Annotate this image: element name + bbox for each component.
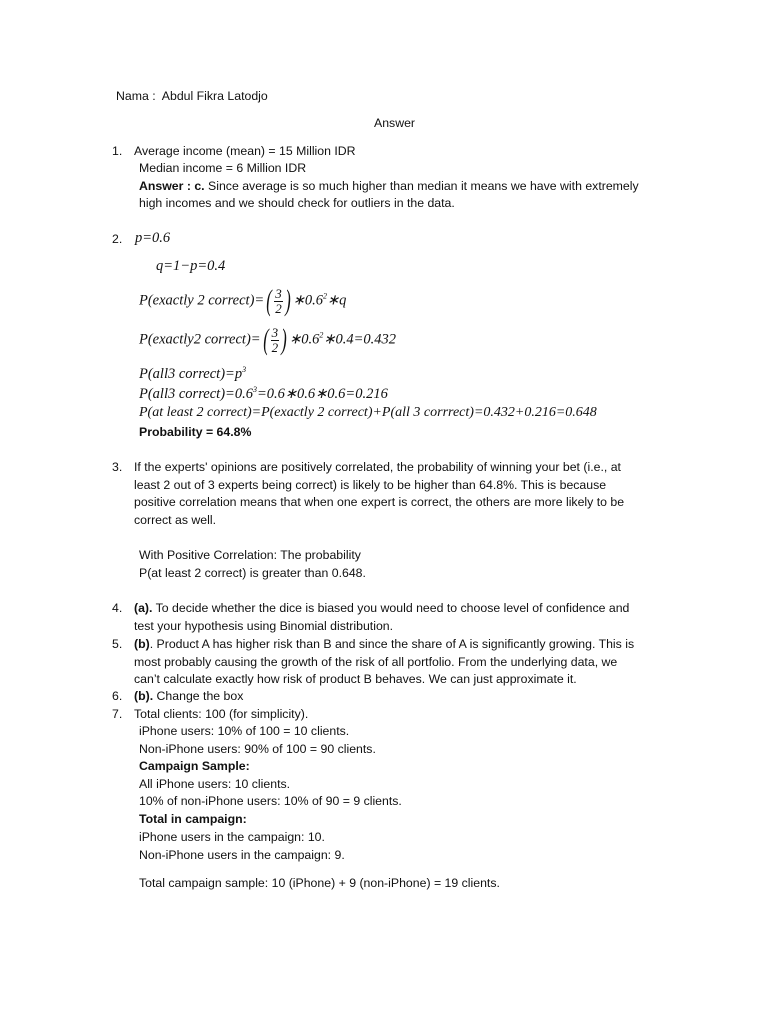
q2-exact-rhs-b: ∗q [326,292,347,309]
q5-line3: can’t calculate exactly how risk of product B behaves. We can just approximate it. [134,672,577,686]
q2-all3-lhs: P(all3 correct)=p [139,366,243,382]
q6-text: Change the box [153,689,244,703]
q5-label: (b) [134,637,150,651]
q3-line5: With Positive Correlation: The probability [139,548,361,562]
page-title: Answer [374,116,416,130]
q2-all3-formula [139,365,246,383]
q5-text: . Product A has higher risk than B and since the share of A is significantly growing. This is [149,637,635,651]
q6-line [134,688,243,704]
q2-all3-result [139,385,388,403]
q2-exact2-rhs-a: ∗0.6 [289,331,320,348]
binomial-coefficient: ( 3 2 ) [266,284,291,317]
binom2-top: 3 [271,324,279,340]
q7-line8: Total campaign sample: 10 (iPhone) + 9 (non-iPhone) = 19 clients. [139,876,500,890]
q4-line2: test your hypothesis using Binomial distribution. [134,619,394,633]
q1-answer-text: Since average is so much higher than median it means we have with extremely [204,179,639,193]
q4-line1 [134,600,629,616]
q2-all3-exp: 3 [242,365,247,374]
q7-line1: Total clients: 100 (for simplicity). [134,707,309,721]
q2-exact-exp: 2 [322,291,327,301]
q1-median: Median income = 6 Million IDR [139,161,307,175]
q7-campaign-heading: Campaign Sample: [139,759,250,773]
q2-probability: Probability = 64.8% [139,425,252,439]
name-line [116,88,268,104]
q1-answer-line1 [139,178,639,194]
name-label: Nama : [116,89,156,103]
q6-label: (b). [134,689,154,703]
q3-line6: P(at least 2 correct) is greater than 0.648. [139,566,366,580]
q4-label: (a). [134,601,153,615]
name-value: Abdul Fikra Latodjo [161,89,268,103]
q2-exact-result [139,325,396,355]
q7-line3: Non-iPhone users: 90% of 100 = 90 clients. [139,742,376,756]
binomial-coefficient-2: ( 3 2 ) [262,323,287,356]
q2-exact-rhs-a: ∗0.6 [292,292,323,309]
q3-line3: positive correlation means that when one expert is correct, the others are more likely to be [134,495,625,509]
q3-line4: correct as well. [134,513,217,527]
q2-all3b-lhs: P(all3 correct)=0.6 [139,386,253,402]
q7-line5: 10% of non-iPhone users: 10% of 90 = 9 clients. [139,794,402,808]
binom-bottom: 2 [275,300,282,316]
q7-line4: All iPhone users: 10 clients. [139,777,291,791]
binom2-bottom: 2 [271,339,279,355]
q4-text: To decide whether the dice is biased you would need to choose level of confidence and [152,601,630,615]
q5-line1 [134,636,634,652]
q2-exact-formula [139,286,346,316]
q2-exact2-lhs: P(exactly2 correct)= [139,331,261,348]
q1-number: 1. [112,144,123,158]
binom-top: 3 [275,285,282,301]
q2-exact2-exp: 2 [319,330,324,340]
q2-all3b-rhs: =0.6∗0.6∗0.6=0.216 [256,386,388,402]
q3-line2: least 2 out of 3 experts being correct) is likely to be higher than 64.8%. This is because [134,478,607,492]
q2-atleast-formula: P(at least 2 correct)=P(exactly 2 correct)+P(all 3 corrrect)=0.432+0.216=0.648 [139,405,597,420]
q5-number: 5. [112,637,123,651]
q7-line6: iPhone users in the campaign: 10. [139,830,325,844]
q7-number: 7. [112,707,123,721]
q2-q-equation: q=1−p=0.4 [156,258,226,274]
q1-answer-label: Answer : c. [139,179,205,193]
q2-exact2-rhs-b: ∗0.4=0.432 [323,331,397,348]
q6-number: 6. [112,689,123,703]
q7-line7: Non-iPhone users in the campaign: 9. [139,848,345,862]
q3-line1: If the experts' opinions are positively correlated, the probability of winning your bet (i.e., at [134,460,621,474]
q7-total-heading: Total in campaign: [139,812,247,826]
q7-line2: iPhone users: 10% of 100 = 10 clients. [139,724,350,738]
q2-number: 2. [112,232,123,246]
q5-line2: most probably causing the growth of the risk of all portfolio. From the underlying data, we [134,655,618,669]
q3-number: 3. [112,460,123,474]
q1-mean: Average income (mean) = 15 Million IDR [134,144,356,158]
q4-number: 4. [112,601,123,615]
q2-p-equation: p=0.6 [135,230,171,246]
q2-all3b-exp: 3 [252,385,257,394]
q2-exact-lhs: P(exactly 2 correct)= [139,292,265,309]
q1-answer-line2: high incomes and we should check for outliers in the data. [139,196,455,210]
